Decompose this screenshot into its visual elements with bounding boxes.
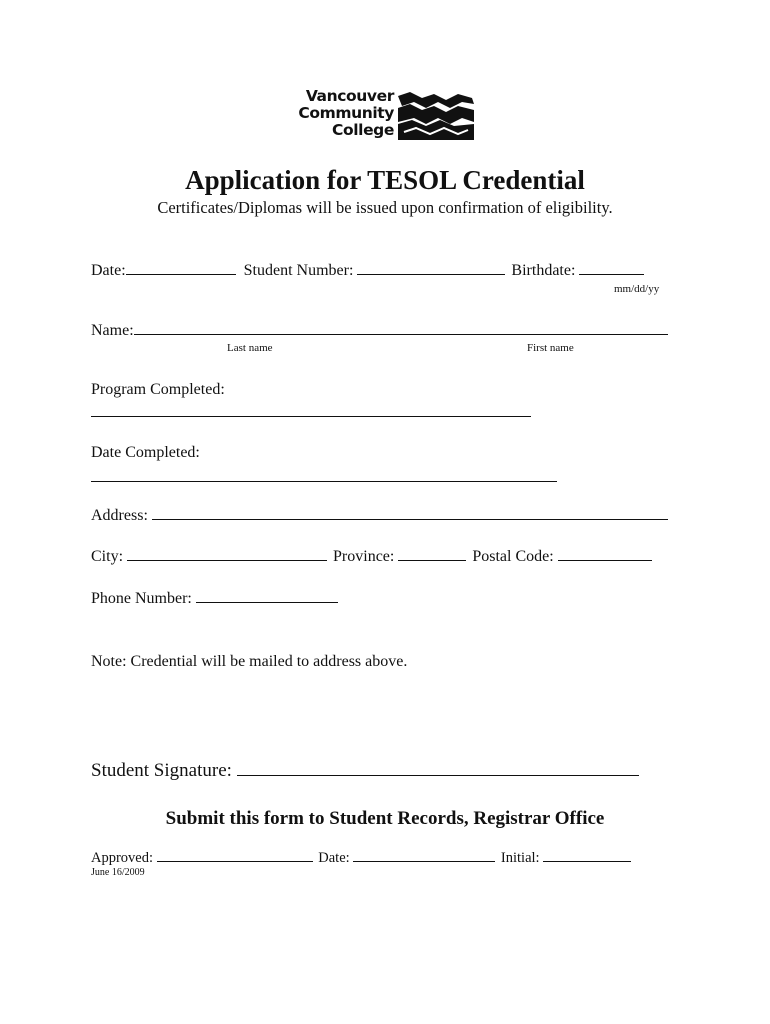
signature-label: Student Signature: xyxy=(91,760,232,781)
row-phone xyxy=(91,589,338,609)
row-address xyxy=(91,506,668,526)
address-field[interactable] xyxy=(152,518,668,520)
initial-label: Initial: xyxy=(500,850,540,866)
student-number-field[interactable] xyxy=(357,273,505,275)
revision-date: June 16/2009 xyxy=(91,867,145,878)
office-date-field[interactable] xyxy=(353,860,495,862)
address-label: Address: xyxy=(91,507,148,524)
province-label: Province: xyxy=(333,548,395,565)
date-completed-label: Date Completed: xyxy=(91,444,200,461)
signature-field[interactable] xyxy=(237,774,639,776)
logo-line-3: College xyxy=(332,121,394,139)
row-city-province-postal xyxy=(91,547,652,567)
program-completed-field[interactable] xyxy=(91,415,531,417)
approved-field[interactable] xyxy=(157,860,313,862)
mailing-note: Note: Credential will be mailed to address above. xyxy=(91,653,408,670)
postal-code-field[interactable] xyxy=(558,559,652,561)
logo-line-2: Community xyxy=(298,104,394,122)
page-title: Application for TESOL Credential xyxy=(185,165,585,195)
date-label: Date: xyxy=(91,262,126,279)
initial-field[interactable] xyxy=(543,860,631,862)
program-completed-label: Program Completed: xyxy=(91,381,225,398)
row-date-student-birthdate xyxy=(91,261,644,281)
row-signature xyxy=(91,760,639,782)
office-date-label: Date: xyxy=(318,850,350,866)
phone-field[interactable] xyxy=(196,601,338,603)
name-field[interactable] xyxy=(134,333,668,335)
date-completed-field[interactable] xyxy=(91,480,557,482)
name-label: Name: xyxy=(91,322,134,339)
row-office-use xyxy=(91,848,631,868)
mountain-logo-icon xyxy=(396,90,476,142)
birthdate-field[interactable] xyxy=(579,273,644,275)
row-name xyxy=(91,321,668,341)
postal-code-label: Postal Code: xyxy=(472,548,554,565)
city-label: City: xyxy=(91,548,124,565)
birthdate-label: Birthdate: xyxy=(511,262,576,279)
first-name-hint: First name xyxy=(527,342,574,354)
phone-label: Phone Number: xyxy=(91,590,192,607)
province-field[interactable] xyxy=(398,559,466,561)
logo-wordmark xyxy=(292,88,394,139)
city-field[interactable] xyxy=(127,559,327,561)
logo-line-1: Vancouver xyxy=(305,87,394,105)
submit-instruction: Submit this form to Student Records, Registrar Office xyxy=(165,808,605,829)
page-subtitle: Certificates/Diplomas will be issued upon confirmation of eligibility. xyxy=(157,198,613,217)
approved-label: Approved: xyxy=(91,850,154,866)
date-field[interactable] xyxy=(126,273,236,275)
college-logo xyxy=(292,88,482,146)
last-name-hint: Last name xyxy=(227,342,273,354)
student-number-label: Student Number: xyxy=(243,262,354,279)
birthdate-format-hint: mm/dd/yy xyxy=(614,283,660,295)
